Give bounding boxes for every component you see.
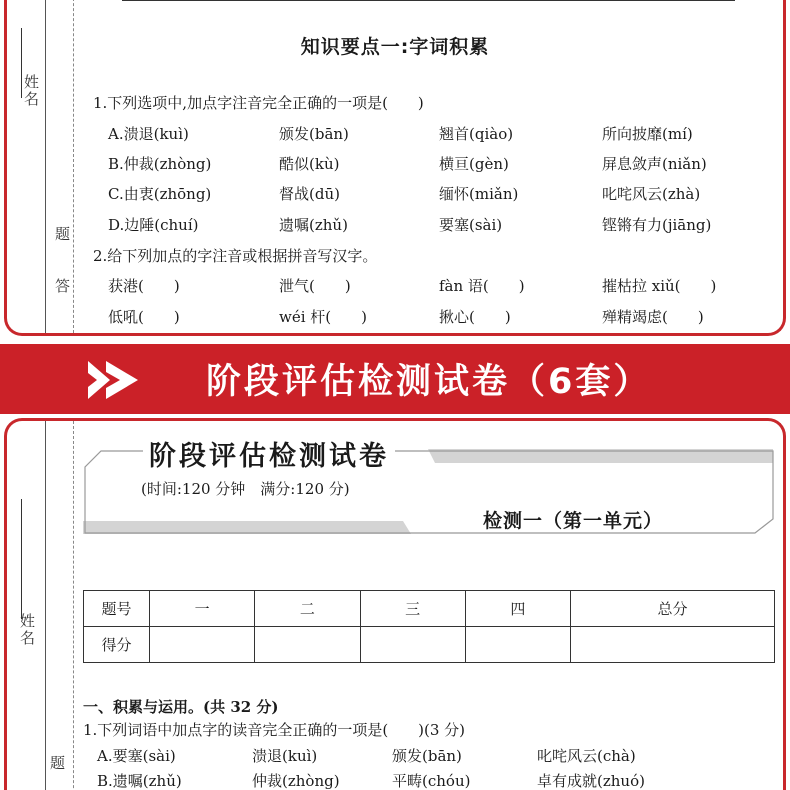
bottom-option-b-2: 仲裁(zhòng) [252,772,340,790]
section-banner [0,344,790,414]
option-d-3: 要塞(sài) [439,216,503,234]
score-cell[interactable] [150,627,255,663]
bottom-option-a-1: A.要塞(sài) [97,747,176,765]
bottom-question-1: 1.下列词语中加点字的读音完全正确的一项是( )(3 分) [83,721,466,739]
question-1: 1.下列选项中,加点字注音完全正确的一项是( ) [93,94,424,112]
q2-item-1: 获港( ) [108,277,180,295]
table-cell: 三 [360,591,465,627]
option-a-2: 颁发(bān) [279,125,349,143]
margin-ti-label: 题 [48,755,66,772]
banner-title: 阶段评估检测试卷（6套） [206,362,652,402]
section-1-title: 一、积累与运用。(共 32 分) [83,698,279,716]
option-d-4: 铿锵有力(jiāng) [602,216,712,234]
option-b-4: 屏息敛声(niǎn) [602,155,707,173]
option-a-4: 所向披靡(mí) [602,125,693,143]
margin-name-label: 姓名 [22,74,40,108]
table-cell: 一 [150,591,255,627]
margin-ti-label: 题 [53,226,71,243]
bottom-option-b-4: 卓有成就(zhuó) [537,772,645,790]
bottom-option-b-1: B.遗嘱(zhǔ) [97,772,182,790]
score-cell[interactable] [255,627,360,663]
q2-item-4: 摧枯拉 xiǔ( ) [602,277,717,295]
double-chevron-right-icon [88,361,138,399]
table-row [84,591,775,627]
score-cell[interactable] [465,627,570,663]
score-cell[interactable] [360,627,465,663]
bottom-option-a-3: 颁发(bān) [392,747,462,765]
question-2: 2.给下列加点的字注音或根据拼音写汉字。 [93,247,378,265]
option-b-2: 酷似(kù) [279,155,340,173]
table-cell: 题号 [84,591,150,627]
score-cell[interactable] [571,627,775,663]
margin-name-label: 姓名 [18,613,36,647]
margin-line [45,421,46,790]
exam-title: 阶段评估检测试卷 [143,434,395,473]
margin-da-label: 答 [53,278,71,295]
bottom-option-a-4: 叱咤风云(chà) [537,747,636,765]
exam-meta: (时间:120 分钟 满分:120 分) [141,480,350,498]
section-title: 知识要点一:字词积累 [300,36,490,58]
option-a-1: A.溃退(kuì) [108,125,189,143]
name-write-line [21,499,22,619]
option-b-3: 横亘(gèn) [439,155,509,173]
option-c-1: C.由衷(zhōng) [108,185,212,203]
option-a-3: 翘首(qiào) [439,125,514,143]
q2-item-3: fàn 语( ) [439,277,525,295]
header-rule [122,0,735,1]
option-d-2: 遗嘱(zhǔ) [279,216,348,234]
option-c-2: 督战(dū) [279,185,340,203]
unit-title: 检测一（第一单元） [483,510,664,532]
q2-item-2: 泄气( ) [279,277,351,295]
option-d-1: D.边陲(chuí) [108,216,199,234]
score-table [83,590,775,663]
option-c-4: 叱咤风云(zhà) [602,185,701,203]
table-cell: 二 [255,591,360,627]
bottom-option-a-2: 溃退(kuì) [252,747,318,765]
option-c-3: 缅怀(miǎn) [439,185,519,203]
q2-item-7: 揪心( ) [439,308,511,326]
table-cell: 总分 [571,591,775,627]
q2-item-5: 低吼( ) [108,308,180,326]
table-cell: 得分 [84,627,150,663]
table-row [84,627,775,663]
q2-item-8: 殚精竭虑( ) [602,308,704,326]
bottom-option-b-3: 平畴(chóu) [392,772,471,790]
option-b-1: B.仲裁(zhòng) [108,155,212,173]
table-cell: 四 [465,591,570,627]
margin-dashed-line [73,421,74,790]
q2-item-6: wéi 杆( ) [279,308,367,326]
